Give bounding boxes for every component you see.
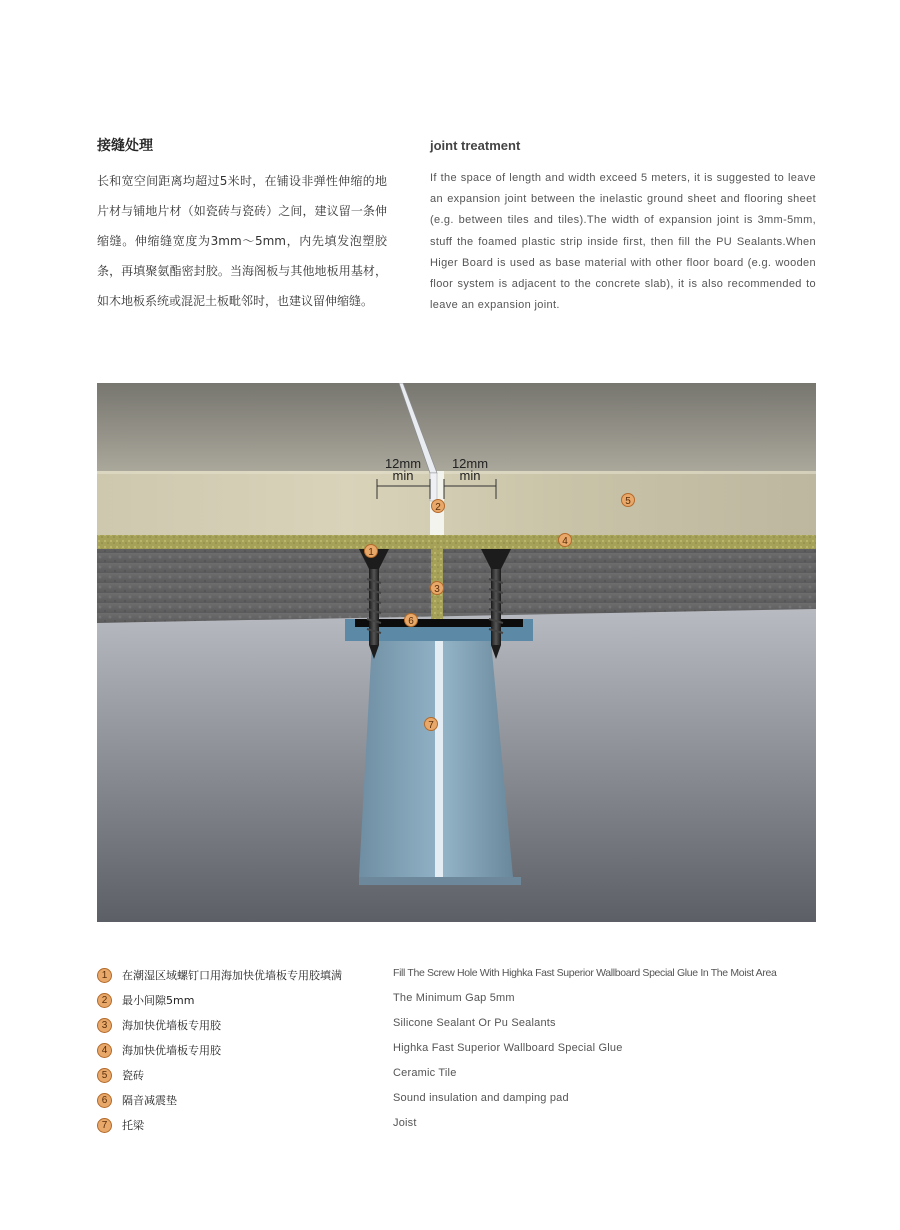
callout-3 — [431, 582, 444, 596]
joint-cross-section-diagram — [97, 383, 816, 922]
legend-label-en: Highka Fast Superior Wallboard Special Glue — [393, 1042, 623, 1054]
callout-6 — [405, 614, 418, 628]
glue-layer — [97, 535, 816, 549]
legend-number-badge: 3 — [97, 1018, 112, 1033]
legend-label-en: Sound insulation and damping pad — [393, 1092, 569, 1104]
legend-number-badge: 5 — [97, 1068, 112, 1083]
ceramic-tile-layer — [97, 471, 816, 535]
legend-label-cn: 隔音减震垫 — [122, 1094, 177, 1107]
callout-4 — [559, 534, 572, 548]
callout-1 — [365, 545, 378, 559]
svg-text:3: 3 — [434, 584, 440, 595]
svg-text:5: 5 — [625, 496, 631, 507]
svg-text:6: 6 — [408, 616, 414, 627]
legend-item — [97, 1040, 817, 1065]
svg-text:7: 7 — [428, 720, 434, 731]
section-title-en: joint treatment — [430, 138, 521, 153]
svg-text:2: 2 — [435, 502, 441, 513]
legend-label-en: Ceramic Tile — [393, 1067, 457, 1079]
paragraph-cn: 长和宽空间距离均超过5米时，在铺设非弹性伸缩的地片材与铺地片材（如瓷砖与瓷砖）之间，建议留一条伸缩缝。伸缩缝宽度为3mm～5mm，内先填发泡塑胶条，再填聚氨酯密封胶。当海阁板与其他地板用基材，如木地板系统或混泥土板毗邻时，也建议留伸缩缝。 — [97, 174, 387, 308]
legend-label-en: Silicone Sealant Or Pu Sealants — [393, 1017, 556, 1029]
dimension-right-value: 12mm — [451, 456, 489, 471]
legend-number-badge: 4 — [97, 1043, 112, 1058]
callout-2 — [432, 500, 445, 514]
legend-label-cn: 瓷砖 — [122, 1069, 144, 1082]
legend-item — [97, 1115, 817, 1140]
legend-item — [97, 965, 817, 990]
legend-label-cn: 托梁 — [122, 1119, 144, 1132]
paragraph-en: If the space of length and width exceed 5 meters, it is suggested to leave an expansion joint between the inelastic ground sheet and flooring sheet (e.g. between tiles and tiles).The width of expansion joint is 3mm-5mm, stuff the foamed plastic strip inside first, then fill the PU Sealants.When Higer Board is used as base material with other floor board (e.g. wooden floor system is adjacent to the concrete slab), it is also recommended to leave an expansion joint. — [430, 172, 816, 312]
legend-number-badge: 2 — [97, 993, 112, 1008]
callout-7 — [425, 718, 438, 732]
legend-number-badge: 6 — [97, 1093, 112, 1108]
chinese-column — [97, 136, 387, 316]
legend-item — [97, 990, 817, 1015]
svg-text:1: 1 — [368, 547, 374, 558]
section-title-cn: 接缝处理 — [97, 138, 153, 154]
legend-number-badge: 1 — [97, 968, 112, 983]
legend-item — [97, 1065, 817, 1090]
legend — [97, 965, 817, 1140]
legend-label-en: The Minimum Gap 5mm — [393, 992, 515, 1004]
legend-item — [97, 1090, 817, 1115]
callout-5 — [622, 494, 635, 508]
legend-label-cn: 海加快优墙板专用胶 — [122, 1044, 221, 1057]
dimension-left-value: 12mm — [384, 456, 422, 471]
english-column — [430, 136, 816, 316]
legend-label-en: Joist — [393, 1117, 417, 1129]
legend-label-cn: 海加快优墙板专用胶 — [122, 1019, 221, 1032]
legend-item — [97, 1015, 817, 1040]
legend-label-cn: 最小间隙5mm — [122, 994, 195, 1007]
legend-label-cn: 在潮湿区域螺钉口用海加快优墙板专用胶填满 — [122, 969, 342, 982]
dimension-right-unit: min — [459, 468, 481, 483]
svg-text:4: 4 — [562, 536, 568, 547]
legend-number-badge: 7 — [97, 1118, 112, 1133]
sealant-strip — [431, 535, 443, 619]
dimension-left-unit: min — [392, 468, 414, 483]
legend-label-en: Fill The Screw Hole With Highka Fast Superior Wallboard Special Glue In The Moist Area — [393, 967, 777, 979]
